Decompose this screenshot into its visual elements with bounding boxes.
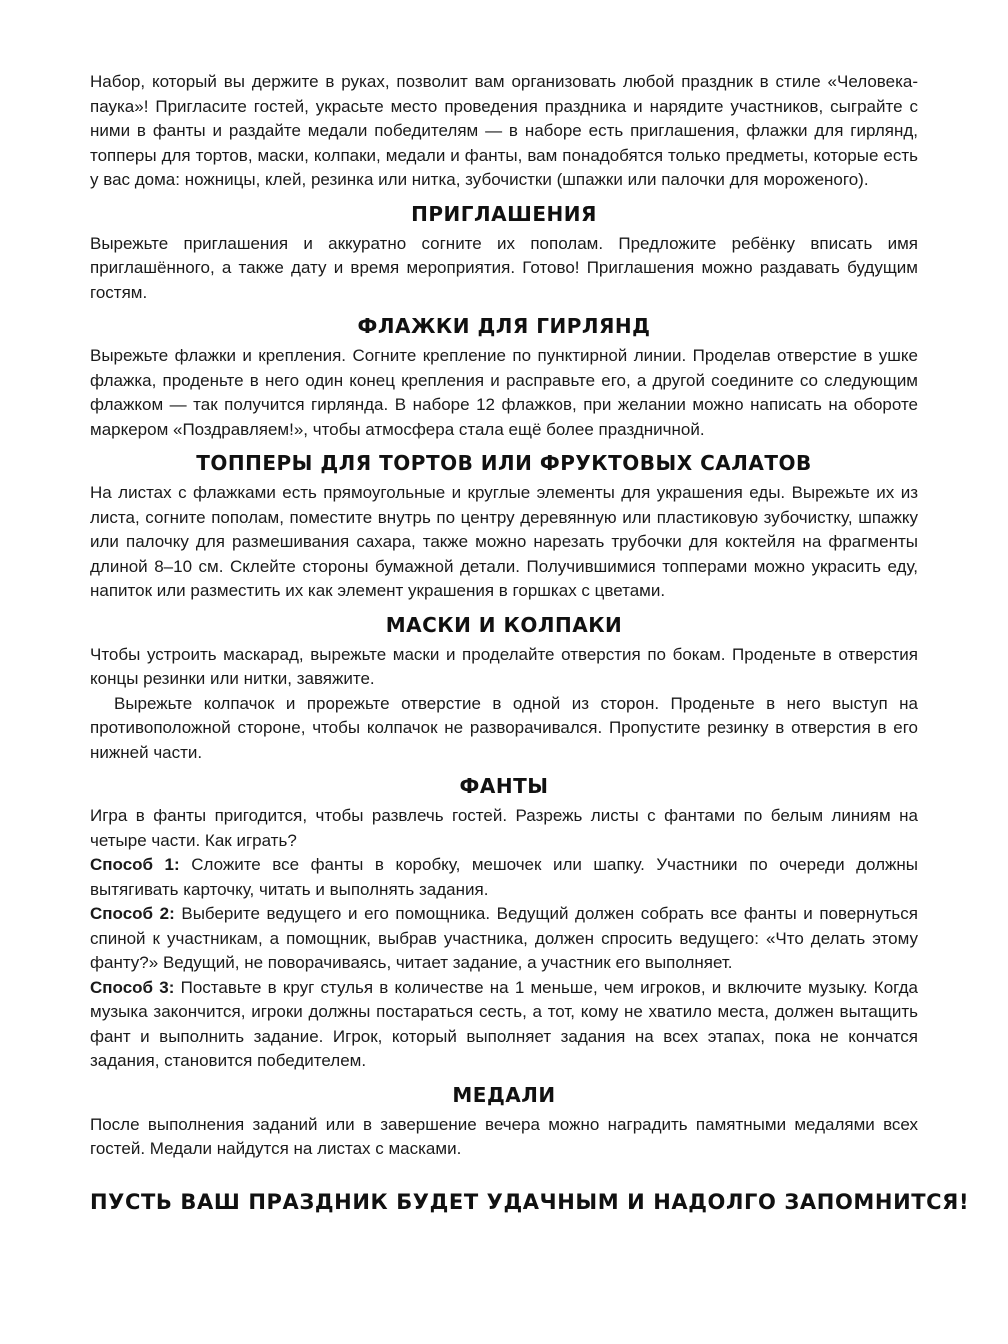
section-title-flags: ФЛАЖКИ ДЛЯ ГИРЛЯНД <box>357 314 651 338</box>
method-2-label: Способ 2: <box>90 904 175 923</box>
forfeits-method-2 <box>90 902 918 976</box>
flags-paragraph: Вырежьте флажки и крепления. Согните крепление по пунктирной линии. Проделав отверстие в ушке флажка, проденьте в него один конец крепления и расправьте его, а другой соедините со следующим флажком — так получится гирлянда. В наборе 12 флажков, при желании можно написать на обороте маркером «Поздравляем!», чтобы атмосфера стала ещё более праздничной. <box>90 346 918 439</box>
section-title-invitations: ПРИГЛАШЕНИЯ <box>411 201 597 226</box>
forfeits-intro-paragraph: Игра в фанты пригодится, чтобы развлечь гостей. Разрежь листы с фантами по белым линиям на четыре части. Как играть? <box>90 806 918 850</box>
section-title-medals: МЕДАЛИ <box>452 1082 556 1107</box>
method-3-label: Способ 3: <box>90 977 175 997</box>
forfeits-method-1 <box>90 853 918 902</box>
method-1-label: Способ 1: <box>90 855 180 874</box>
closing-slogan: ПУСТЬ ВАШ ПРАЗДНИК БУДЕТ УДАЧНЫМ И НАДОЛГО ЗАПОМНИТСЯ! <box>90 1189 970 1214</box>
masks-paragraph-2: Вырежьте колпачок и прорежьте отверстие в одной из сторон. Проденьте в него выступ на противоположной стороне, чтобы колпачок не разворачивался. Пропустите резинку в отверстия в его нижней части. <box>90 693 918 762</box>
section-title-forfeits: ФАНТЫ <box>459 774 549 798</box>
invitations-paragraph: Вырежьте приглашения и аккуратно согните их пополам. Предложите ребёнку вписать имя приглашённого, а также дату и время мероприятия. Готово! Приглашения можно раздавать будущим гостям. <box>90 233 918 302</box>
forfeits-method-3 <box>90 976 918 1074</box>
method-2-text: Выберите ведущего и его помощника. Ведущий должен собрать все фанты и повернуться спиной к участникам, а помощник, выбрав участника, должен спросить ведущего: «Что делать этому фанту?» Ведущий, не поворачиваясь, читает задание, а участник его выполняет. <box>90 904 918 972</box>
medals-paragraph: После выполнения заданий или в завершение вечера можно наградить памятными медалями всех гостей. Медали найдутся на листах с масками. <box>90 1114 918 1158</box>
instruction-page <box>90 70 970 1216</box>
toppers-paragraph: На листах с флажками есть прямоугольные и круглые элементы для украшения еды. Вырежьте их из листа, согните пополам, поместите внутрь по центру деревянную или пластиковую зубочистку, шпажку или палочку для размешивания сахара, также можно нарезать трубочки для коктейля на фрагменты длиной 8–10 см. Склейте стороны бумажной детали. Получившимися топперами можно украсить еду, напиток или разместить их как элемент украшения в горшках с цветами. <box>90 483 918 600</box>
section-title-masks: МАСКИ И КОЛПАКИ <box>385 612 623 637</box>
intro-paragraph: Набор, который вы держите в руках, позволит вам организовать любой праздник в стиле «Человека-паука»! Пригласите гостей, украсьте место проведения праздника и нарядите участников, сыграйте с ними в фанты и раздайте медали победителям — в наборе есть приглашения, флажки для гирлянд, топперы для тортов, маски, колпаки, медали и фанты, вам понадобятся только предметы, которые есть у вас дома: ножницы, клей, резинка или нитка, зубочистки (шпажки или палочки для мороженого). <box>90 72 918 189</box>
method-3-text: Поставьте в круг стулья в количестве на 1 меньше, чем игроков, и включите музыку. Когда музыка закончится, игроки должны постараться сесть, а тот, кому не хватило места, должен вытащить фант и выполнить задание. Игрок, который выполняет задания на всех этапах, пока не кончатся задания, становится победителем. <box>90 977 918 1070</box>
section-title-toppers: ТОППЕРЫ ДЛЯ ТОРТОВ ИЛИ ФРУКТОВЫХ САЛАТОВ <box>196 451 812 475</box>
method-1-text: Сложите все фанты в коробку, мешочек или шапку. Участники по очереди должны вытягивать карточку, читать и выполнять задания. <box>90 855 918 899</box>
masks-paragraph-1: Чтобы устроить маскарад, вырежьте маски и проделайте отверстия по бокам. Проденьте в отверстия концы резинки или нитки, завяжите. <box>90 644 918 688</box>
